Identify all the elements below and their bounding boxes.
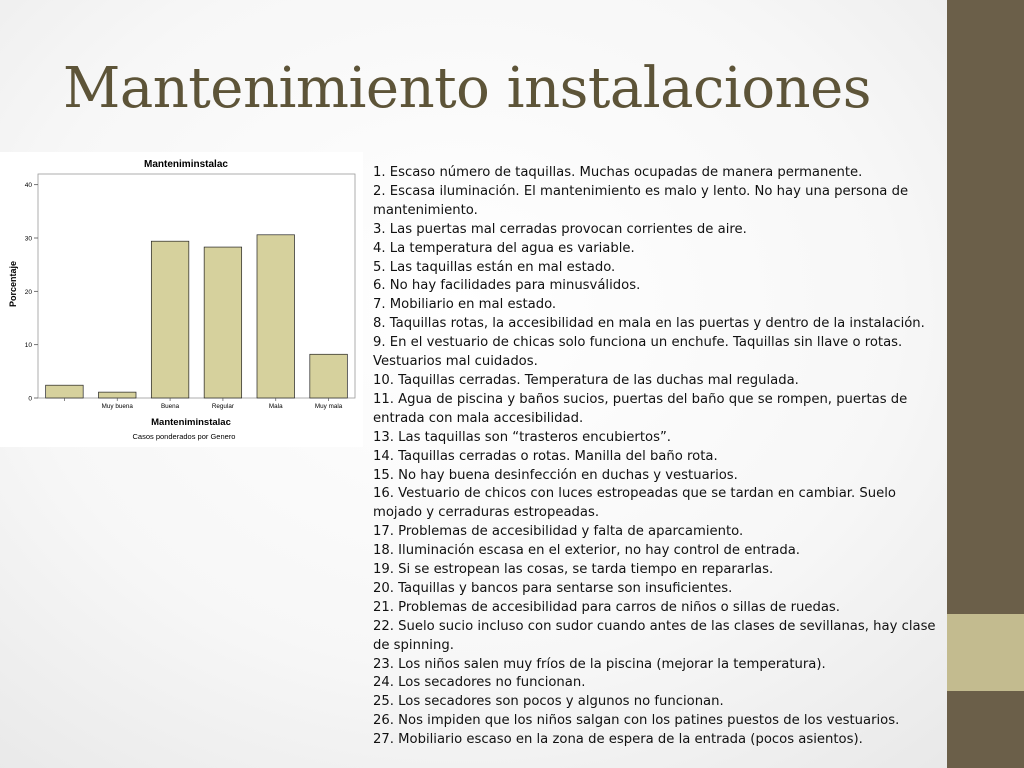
finding-item: 21. Problemas de accesibilidad para carros de niños o sillas de ruedas. bbox=[373, 599, 840, 615]
chart-plot-frame bbox=[38, 174, 355, 398]
finding-item: 20. Taquillas y bancos para sentarse son insuficientes. bbox=[373, 580, 733, 596]
finding-item: 17. Problemas de accesibilidad y falta de aparcamiento. bbox=[373, 524, 744, 540]
bar-muy-mala bbox=[310, 354, 348, 398]
x-tick-label: Muy buena bbox=[101, 403, 133, 410]
bar-chart bbox=[0, 152, 363, 447]
finding-item: 15. No hay buena desinfección en duchas y vestuarios. bbox=[373, 467, 738, 483]
finding-item: 10. Taquillas cerradas. Temperatura de las duchas mal regulada. bbox=[373, 372, 799, 388]
finding-item: 5. Las taquillas están en mal estado. bbox=[373, 259, 616, 275]
finding-item: 11. Agua de piscina y baños sucios, puertas del baño que se rompen, puertas de entrada con mala accesibilidad. bbox=[373, 391, 908, 426]
finding-item: 13. Las taquillas son “trasteros encubiertos”. bbox=[373, 429, 671, 445]
x-tick-label: Buena bbox=[160, 403, 180, 410]
finding-item: 8. Taquillas rotas, la accesibilidad en mala en las puertas y dentro de la instalación. bbox=[373, 316, 925, 332]
finding-item: 9. En el vestuario de chicas solo funciona un enchufe. Taquillas sin llave o rotas. Vestuarios mal cuidados. bbox=[373, 335, 903, 370]
y-tick-label: 40 bbox=[24, 182, 32, 190]
y-tick-label: 30 bbox=[24, 235, 32, 243]
bar-buena bbox=[151, 241, 189, 398]
finding-item: 19. Si se estropean las cosas, se tarda tiempo en repararlas. bbox=[373, 562, 774, 578]
bar-sin-respuesta bbox=[46, 385, 84, 398]
y-tick-label: 0 bbox=[28, 395, 32, 403]
x-tick-label: Mala bbox=[268, 403, 283, 410]
finding-item: 4. La temperatura del agua es variable. bbox=[373, 240, 635, 256]
finding-item: 23. Los niños salen muy fríos de la piscina (mejorar la temperatura). bbox=[373, 656, 826, 672]
finding-item: 6. No hay facilidades para minusválidos. bbox=[373, 278, 641, 294]
y-tick-label: 10 bbox=[24, 342, 32, 350]
finding-item: 18. Iluminación escasa en el exterior, no hay control de entrada. bbox=[373, 543, 801, 559]
slide-title: Mantenimiento instalaciones bbox=[63, 56, 871, 121]
x-tick-label: Regular bbox=[211, 403, 234, 410]
bar-chart-panel bbox=[0, 152, 363, 447]
chart-plot-area bbox=[25, 174, 355, 410]
sidebar-accent-band bbox=[947, 614, 1024, 691]
chart-y-axis-label: Porcentaje bbox=[8, 260, 18, 308]
finding-item: 3. Las puertas mal cerradas provocan corrientes de aire. bbox=[373, 221, 747, 237]
finding-item: 26. Nos impiden que los niños salgan con los patines puestos de los vestuarios. bbox=[373, 713, 900, 729]
finding-item: 25. Los secadores son pocos y algunos no funcionan. bbox=[373, 694, 724, 710]
y-tick-label: 20 bbox=[24, 288, 32, 296]
decorative-sidebar bbox=[947, 0, 1024, 768]
chart-title: Manteniminstalac bbox=[144, 159, 228, 170]
finding-item: 16. Vestuario de chicos con luces estropeadas que se tardan en cambiar. Suelo mojado y cerraduras estropeadas. bbox=[373, 486, 896, 521]
x-tick-label: Muy mala bbox=[314, 403, 343, 410]
chart-x-axis-label: Manteniminstalac bbox=[151, 417, 231, 428]
finding-item: 24. Los secadores no funcionan. bbox=[373, 675, 586, 691]
finding-item: 27. Mobiliario escaso en la zona de espera de la entrada (pocos asientos). bbox=[373, 732, 863, 748]
chart-caption: Casos ponderados por Genero bbox=[132, 432, 236, 441]
finding-item: 7. Mobiliario en mal estado. bbox=[373, 297, 557, 313]
findings-list bbox=[373, 164, 941, 750]
finding-item: 22. Suelo sucio incluso con sudor cuando antes de las clases de sevillanas, hay clase de spinning. bbox=[373, 618, 936, 653]
bar-mala bbox=[257, 235, 295, 398]
finding-item: 2. Escasa iluminación. El mantenimiento es malo y lento. No hay una persona de mantenimiento. bbox=[373, 183, 909, 218]
bar-regular bbox=[204, 247, 242, 398]
finding-item: 14. Taquillas cerradas o rotas. Manilla del baño rota. bbox=[373, 448, 718, 464]
bar-muy-buena bbox=[98, 392, 136, 398]
finding-item: 1. Escaso número de taquillas. Muchas ocupadas de manera permanente. bbox=[373, 165, 863, 180]
